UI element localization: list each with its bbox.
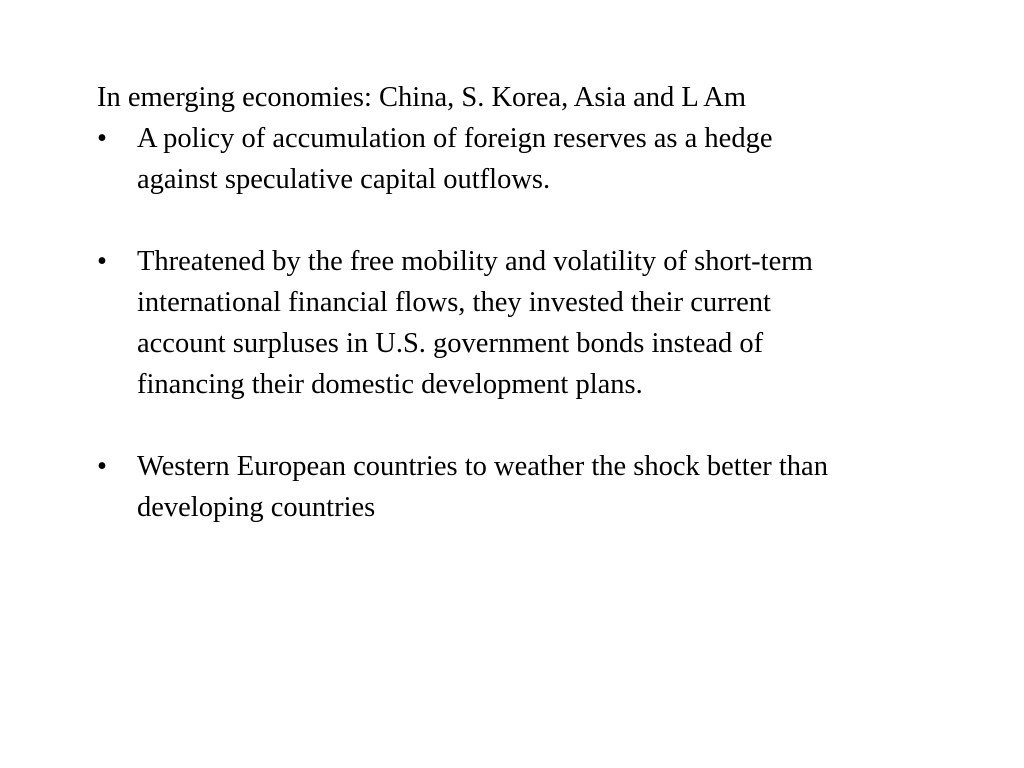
bullet-text-line: international financial flows, they invested their current: [137, 287, 771, 318]
bullet-icon: •: [97, 123, 107, 154]
bullet-list: [97, 118, 997, 528]
bullet-text-line: against speculative capital outflows.: [137, 164, 551, 195]
bullet-text-line: developing countries: [137, 492, 376, 523]
intro-text: In emerging economies: China, S. Korea, Asia and L Am: [97, 82, 747, 113]
bullet-text-line: Western European countries to weather the shock better than: [137, 451, 828, 482]
bullet-text-line: A policy of accumulation of foreign reserves as a hedge: [137, 123, 773, 154]
bullet-icon: •: [97, 451, 107, 482]
bullet-text-line: Threatened by the free mobility and volatility of short-term: [137, 246, 813, 277]
bullet-item: [97, 446, 997, 528]
bullet-text-line: financing their domestic development plans.: [137, 369, 643, 400]
bullet-text-line: account surpluses in U.S. government bonds instead of: [137, 328, 764, 359]
bullet-item: [97, 118, 997, 200]
bullet-icon: •: [97, 246, 107, 277]
slide-body: [97, 77, 997, 528]
bullet-item: [97, 241, 997, 405]
